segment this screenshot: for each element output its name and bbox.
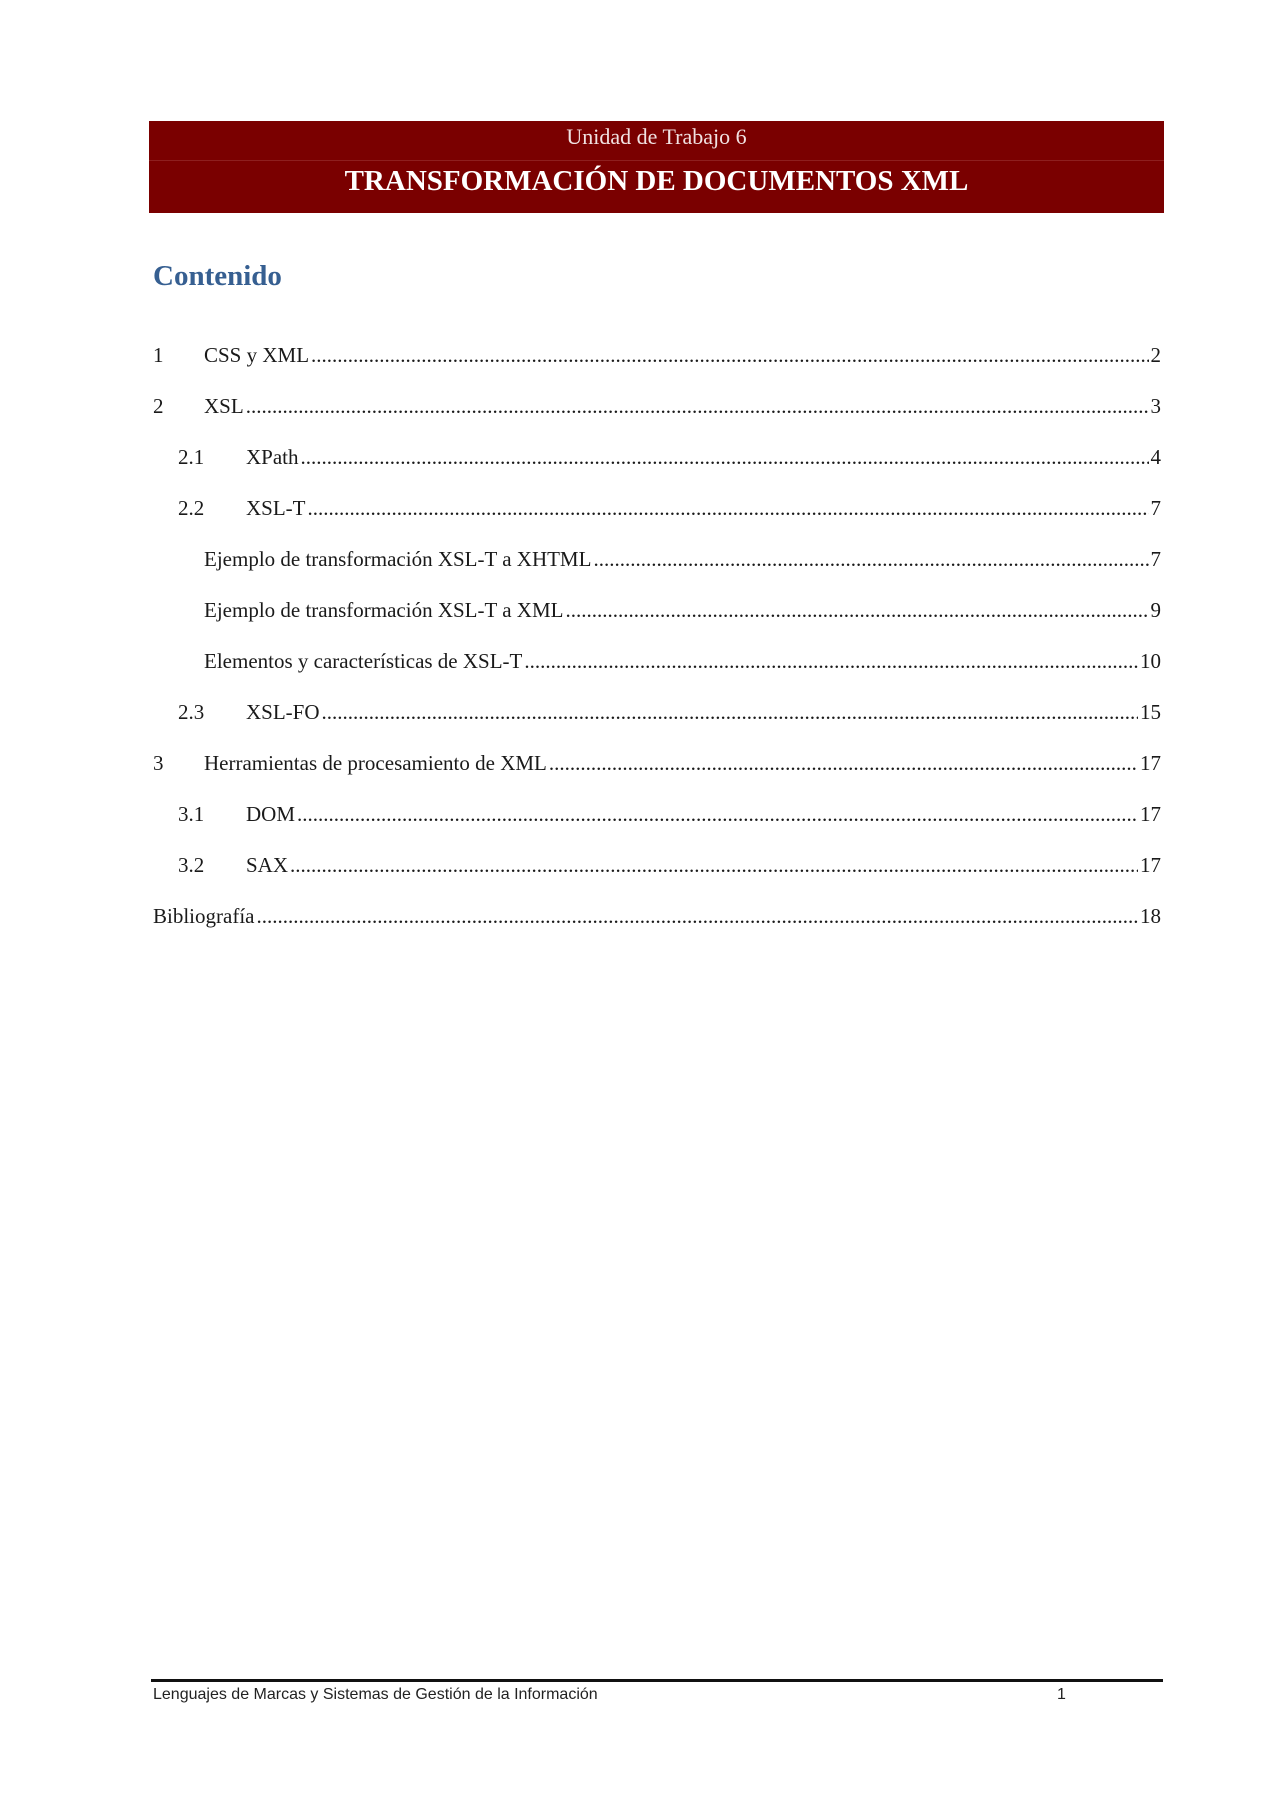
toc-entry[interactable]	[153, 695, 1161, 746]
toc-entry-number: 2	[153, 394, 164, 418]
header-banner	[149, 121, 1164, 213]
toc-entry[interactable]	[153, 389, 1161, 440]
toc-entry-number: 3	[153, 751, 164, 775]
toc-entry-title: SAX	[246, 853, 289, 877]
toc-dot-leader	[308, 491, 1149, 525]
toc-entry[interactable]	[153, 797, 1161, 848]
footer-divider	[151, 1679, 1163, 1682]
toc-entry-page: 10	[1140, 649, 1161, 673]
toc-entry-page: 17	[1140, 853, 1161, 877]
toc-entry-number: 2.2	[178, 496, 205, 520]
toc-dot-leader	[524, 644, 1138, 678]
toc-dot-leader	[549, 746, 1138, 780]
toc-entry-page: 2	[1150, 343, 1161, 367]
toc-entry-title: CSS y XML	[204, 343, 310, 367]
toc-entry[interactable]	[153, 338, 1161, 389]
toc-entry-page: 15	[1140, 700, 1161, 724]
toc-entry-number: 3.2	[178, 853, 205, 877]
toc-entry[interactable]	[153, 542, 1161, 593]
toc-entry-title: XSL-T	[246, 496, 306, 520]
toc-dot-leader	[256, 899, 1138, 933]
toc-entry[interactable]	[153, 440, 1161, 491]
unit-label: Unidad de Trabajo 6	[149, 121, 1164, 161]
footer-text: Lenguajes de Marcas y Sistemas de Gestión de la Información	[153, 1686, 598, 1703]
toc-dot-leader	[290, 848, 1138, 882]
toc-dot-leader	[565, 593, 1148, 627]
toc-entry-page: 4	[1150, 445, 1161, 469]
document-title: TRANSFORMACIÓN DE DOCUMENTOS XML	[344, 165, 969, 197]
toc-entry[interactable]	[153, 848, 1161, 899]
toc-entry-page: 9	[1150, 598, 1161, 622]
toc-entry-number: 2.1	[178, 445, 205, 469]
toc-entry[interactable]	[153, 899, 1161, 950]
toc-entry-page: 7	[1150, 496, 1161, 520]
toc-entry-page: 17	[1140, 751, 1161, 775]
toc-dot-leader	[301, 440, 1149, 474]
toc-entry-number: 1	[153, 343, 164, 367]
table-of-contents	[153, 338, 1161, 950]
toc-entry-number: 3.1	[178, 802, 205, 826]
toc-entry[interactable]	[153, 491, 1161, 542]
toc-entry[interactable]	[153, 593, 1161, 644]
toc-entry-title: Elementos y características de XSL-T	[204, 649, 523, 673]
toc-dot-leader	[297, 797, 1138, 831]
toc-entry-title: XPath	[246, 445, 299, 469]
toc-dot-leader	[593, 542, 1148, 576]
toc-entry[interactable]	[153, 644, 1161, 695]
toc-entry[interactable]	[153, 746, 1161, 797]
toc-dot-leader	[311, 338, 1148, 372]
toc-entry-title: XSL	[204, 394, 244, 418]
toc-entry-page: 17	[1140, 802, 1161, 826]
toc-dot-leader	[246, 389, 1149, 423]
toc-entry-page: 7	[1150, 547, 1161, 571]
toc-entry-title: Ejemplo de transformación XSL-T a XML	[204, 598, 564, 622]
toc-entry-page: 3	[1150, 394, 1161, 418]
toc-entry-title: XSL-FO	[246, 700, 320, 724]
toc-entry-title: Herramientas de procesamiento de XML	[204, 751, 547, 775]
toc-entry-number: 2.3	[178, 700, 205, 724]
toc-dot-leader	[322, 695, 1138, 729]
toc-heading: Contenido	[153, 260, 282, 292]
toc-entry-title: Ejemplo de transformación XSL-T a XHTML	[204, 547, 592, 571]
footer-page-number: 1	[1057, 1686, 1066, 1703]
toc-entry-page: 18	[1140, 904, 1161, 928]
toc-entry-title: Bibliografía	[153, 904, 255, 928]
toc-entry-title: DOM	[246, 802, 296, 826]
